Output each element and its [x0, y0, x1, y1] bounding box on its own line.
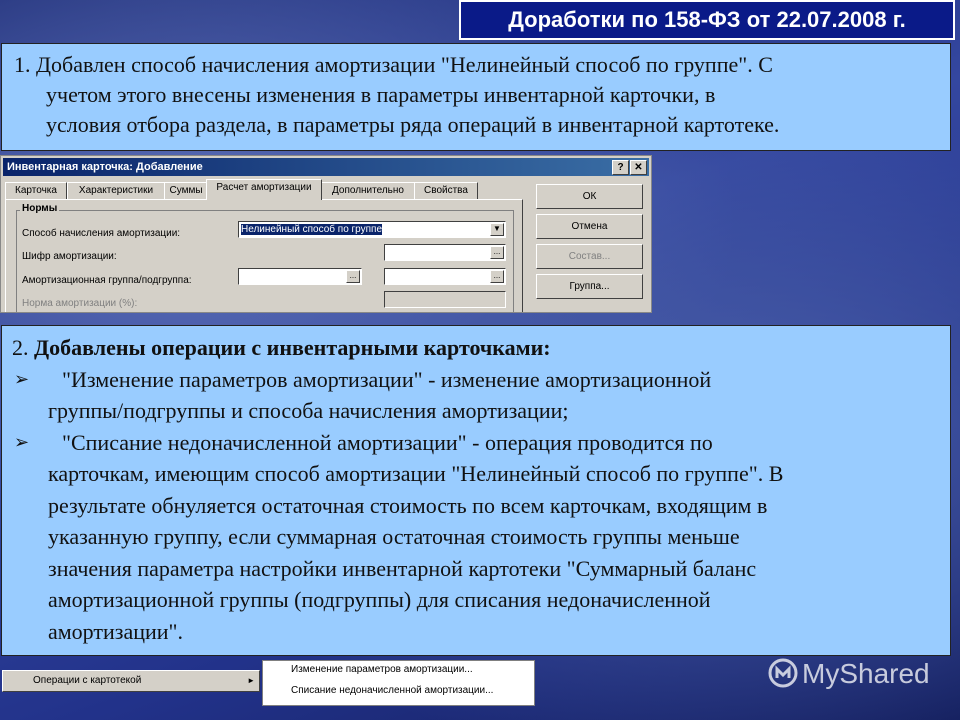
- menu-item-label: Операции с картотекой: [33, 675, 142, 686]
- rate-label: Норма амортизации (%):: [22, 298, 138, 309]
- code-field[interactable]: [384, 244, 506, 261]
- dialog-title-bar: [3, 158, 649, 176]
- tab-card[interactable]: Карточка: [5, 182, 67, 199]
- point-2-box: [1, 325, 951, 656]
- watermark-text: MyShared: [802, 658, 930, 689]
- bullet-2-line-2: карточкам, имеющим способ амортизации "Нелинейный способ по группе". В: [48, 461, 784, 486]
- bullet-2-line-7: амортизации".: [48, 618, 184, 644]
- point-1-line-2: учетом этого внесены изменения в параметры инвентарной карточки, в: [46, 82, 716, 107]
- submenu-item-write-off[interactable]: Списание недоначисленной амортизации...: [291, 685, 494, 696]
- composition-button[interactable]: Состав...: [536, 244, 643, 269]
- help-button[interactable]: ?: [612, 160, 629, 175]
- subgroup-field[interactable]: [384, 268, 506, 285]
- cancel-button[interactable]: Отмена: [536, 214, 643, 239]
- tab-sums[interactable]: Суммы: [164, 182, 208, 199]
- tab-characteristics[interactable]: Характеристики: [67, 182, 165, 199]
- ok-button[interactable]: ОК: [536, 184, 643, 209]
- submenu-arrow-icon: ►: [247, 676, 255, 685]
- bullet-2-line-3: результате обнуляется остаточная стоимость по всем карточкам, входящим в: [48, 492, 768, 518]
- slide-title: Доработки по 158-ФЗ от 22.07.2008 г.: [459, 0, 955, 40]
- code-label: Шифр амортизации:: [22, 251, 117, 262]
- point-1-line-1: 1. Добавлен способ начисления амортизации "Нелинейный способ по группе". С: [14, 52, 773, 77]
- point-1-box: [1, 43, 951, 151]
- operations-submenu: [262, 660, 535, 706]
- subgroup-browse-button[interactable]: ...: [490, 270, 504, 283]
- bullet-2-line-4: указанную группу, если суммарная остаточная стоимость группы меньше: [48, 524, 740, 549]
- bullet-2-line-6: амортизационной группы (подгруппы) для списания недоначисленной: [48, 587, 711, 612]
- tab-depreciation[interactable]: Расчет амортизации: [206, 179, 322, 200]
- list-item: [12, 364, 942, 427]
- group-button[interactable]: Группа...: [536, 274, 643, 299]
- group-label: Амортизационная группа/подгруппа:: [22, 275, 192, 286]
- tab-additional[interactable]: Дополнительно: [321, 182, 415, 199]
- dialog-title: Инвентарная карточка: Добавление: [7, 161, 203, 173]
- group-field[interactable]: [238, 268, 362, 285]
- bullet-1-line-2: группы/подгруппы и способа начисления амортизации;: [48, 398, 569, 423]
- tab-properties[interactable]: Свойства: [414, 182, 478, 199]
- arrow-bullet-icon: ➢: [14, 431, 30, 453]
- rate-field: [384, 291, 506, 308]
- norms-group-label: Нормы: [22, 203, 58, 214]
- method-select[interactable]: [238, 221, 506, 238]
- method-label: Способ начисления амортизации:: [22, 228, 181, 239]
- point-2-heading-text: Добавлены операции с инвентарными карточками:: [34, 335, 551, 360]
- myshared-logo-icon: [768, 658, 798, 688]
- watermark: [768, 656, 930, 692]
- close-button[interactable]: ✕: [630, 160, 647, 175]
- point-2-heading: [12, 332, 942, 364]
- bullet-1-line-1: "Изменение параметров амортизации" - изменение амортизационной: [62, 366, 712, 392]
- method-value: Нелинейный способ по группе: [241, 224, 383, 235]
- submenu-item-change-params[interactable]: Изменение параметров амортизации...: [291, 664, 473, 675]
- list-item: [12, 427, 942, 648]
- depreciation-panel: [5, 199, 523, 313]
- menu-item-card-operations[interactable]: [2, 670, 260, 692]
- inventory-card-dialog: [0, 155, 652, 313]
- code-browse-button[interactable]: ...: [490, 246, 504, 259]
- point-1-line-3: условия отбора раздела, в параметры ряда операций в инвентарной картотеке.: [46, 112, 780, 137]
- bullet-2-line-5: значения параметра настройки инвентарной картотеки "Суммарный баланс: [48, 555, 757, 581]
- group-browse-button[interactable]: ...: [346, 270, 360, 283]
- arrow-bullet-icon: ➢: [14, 368, 30, 390]
- point-2-number: 2.: [12, 335, 34, 360]
- chevron-down-icon[interactable]: ▼: [490, 223, 504, 236]
- bullet-2-line-1: "Списание недоначисленной амортизации" - операция проводится по: [62, 429, 713, 455]
